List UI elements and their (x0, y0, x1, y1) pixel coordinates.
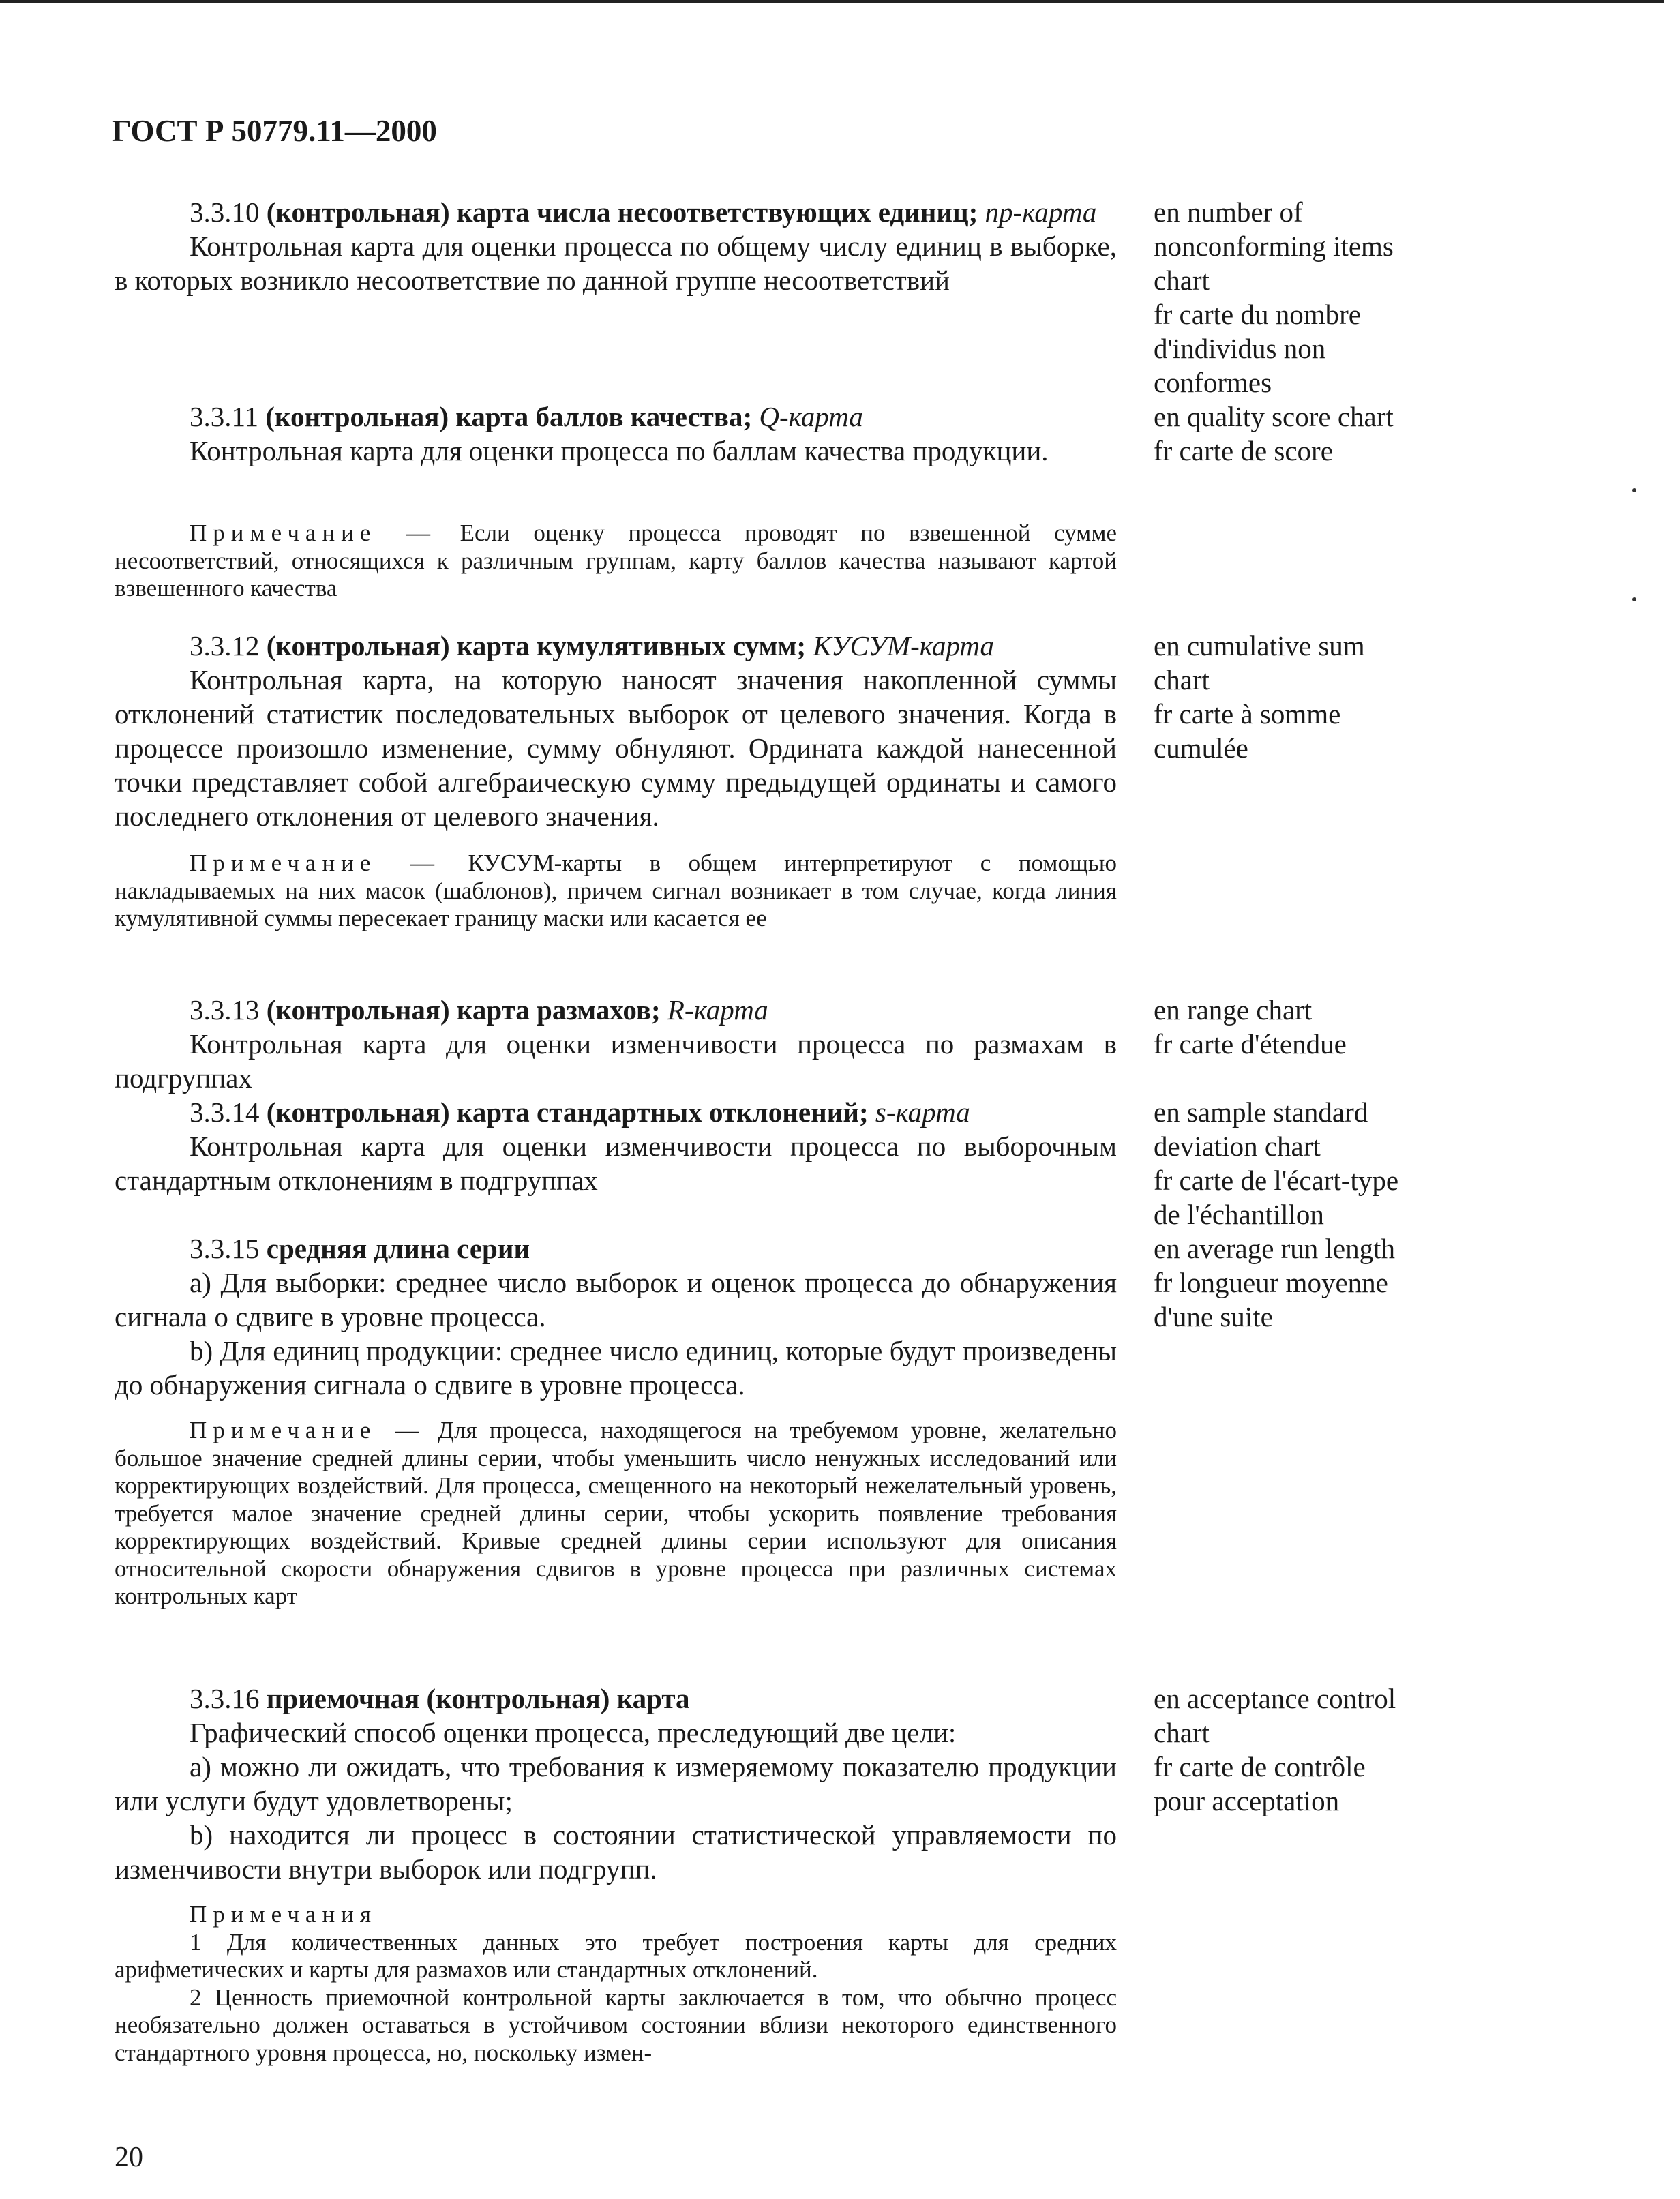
page-number: 20 (115, 2142, 143, 2173)
translation-fr: fr carte à somme (1154, 698, 1341, 730)
term-number: 3.3.16 (190, 1683, 260, 1714)
translation-fr: cumulée (1154, 732, 1248, 764)
translation-en: en number of (1154, 196, 1303, 228)
term-translations (1154, 1681, 1481, 1818)
note-item-1: 1 Для количественных данных это требует построения карты для средних арифметических и карты для размахов или стандартных отклонений. (115, 1928, 1117, 1983)
translation-fr: fr carte de score (1154, 435, 1333, 466)
term-name: (контрольная) карта размахов; (266, 994, 661, 1026)
document-header: ГОСТ Р 50779.11—2000 (112, 114, 437, 148)
translation-en: en range chart (1154, 994, 1312, 1026)
term-heading (115, 993, 1117, 1027)
term-translations (1154, 195, 1481, 400)
translation-en: en acceptance control (1154, 1683, 1396, 1714)
term-body (115, 195, 1117, 297)
term-number: 3.3.10 (190, 196, 260, 228)
term-heading (115, 629, 1117, 663)
term-heading (115, 400, 1117, 434)
term-name: (контрольная) карта баллов качества; (265, 401, 753, 432)
scan-mark (1632, 488, 1636, 492)
translation-fr: fr carte d'étendue (1154, 1028, 1347, 1060)
term-definition: Контрольная карта для оценки процесса по баллам качества продукции. (190, 435, 1049, 466)
translation-fr: fr carte de l'écart-type (1154, 1165, 1399, 1196)
translation-en: en average run length (1154, 1233, 1396, 1264)
term-definition: Графический способ оценки процесса, преследующий две цели: (190, 1717, 957, 1748)
translation-fr: d'individus non (1154, 333, 1326, 364)
translation-fr: d'une suite (1154, 1301, 1273, 1332)
term-symbol: np-карта (985, 196, 1097, 228)
notes-title: Примечания (190, 1901, 378, 1928)
term-translations (1154, 1095, 1481, 1231)
term-item-b: b) находится ли процесс в состоянии статистической управляемости по изменчивости внутри выборок или подгрупп. (115, 1819, 1117, 1885)
term-number: 3.3.11 (190, 401, 258, 432)
term-heading (115, 195, 1117, 229)
term-body (115, 993, 1117, 1095)
note-label: Примечание — (190, 520, 437, 546)
term-symbol: КУСУМ-карта (813, 630, 995, 661)
translation-en: en sample standard (1154, 1096, 1368, 1128)
term-translations (1154, 629, 1481, 765)
term-heading (115, 1231, 1117, 1266)
translation-fr: conformes (1154, 367, 1272, 398)
term-body (115, 400, 1117, 468)
term-name: средняя длина серии (266, 1233, 530, 1264)
term-translations (1154, 1231, 1481, 1334)
translation-fr: de l'échantillon (1154, 1199, 1324, 1230)
translation-en: chart (1154, 664, 1210, 695)
term-name: приемочная (контрольная) карта (266, 1683, 690, 1714)
term-notes (115, 1901, 1117, 2067)
note-text: Для процесса, находящегося на требуемом уровне, желательно большое значение средней длины серии, чтобы уменьшить число ненужных исследований или корректирующих воздействий. Для процесса, смещенного на некоторый нежелательный уровень, требуется малое значение средней длины серии, чтобы ускорить появление требования корректирующих воздействий. Кривые средней длины серии используют для описания относительной скорости обнаружения сдвигов в уровне процесса при различных системах контрольных карт (115, 1417, 1118, 1609)
term-body (115, 1681, 1117, 1886)
translation-fr: fr carte de contrôle (1154, 1751, 1366, 1782)
note-text: КУСУМ-карты в общем интерпретируют с помощью накладываемых на них масок (шаблонов), причем сигнал возникает в том случае, когда линия кумулятивной суммы пересекает границу маски или касается ее (115, 850, 1118, 931)
term-item-a: а) можно ли ожидать, что требования к измеряемому показателю продукции или услуги будут удовлетворены; (115, 1751, 1117, 1816)
term-name: (контрольная) карта стандартных отклонений; (266, 1096, 869, 1128)
translation-fr: fr longueur moyenne (1154, 1267, 1388, 1298)
term-definition: Контрольная карта для оценки процесса по общему числу единиц в выборке, в которых возникло несоответствие по данной группе несоответствий (115, 230, 1117, 296)
translation-fr: fr carte du nombre (1154, 299, 1361, 330)
scan-mark (1632, 597, 1636, 601)
translation-en: chart (1154, 265, 1210, 296)
term-number: 3.3.13 (190, 994, 260, 1026)
term-number: 3.3.14 (190, 1096, 260, 1128)
term-name: (контрольная) карта кумулятивных сумм; (266, 630, 807, 661)
term-translations (1154, 400, 1481, 468)
note-text: Если оценку процесса проводят по взвешенной сумме несоответствий, относящихся к различным группам, карту баллов качества называют картой взвешенного качества (115, 520, 1118, 601)
term-item-b: b) Для единиц продукции: среднее число единиц, которые будут произведены до обнаружения сигнала о сдвиге в уровне процесса. (115, 1335, 1117, 1401)
term-translations (1154, 993, 1481, 1061)
term-item-a: а) Для выборки: среднее число выборок и оценок процесса до обнаружения сигнала о сдвиге в уровне процесса. (115, 1267, 1117, 1332)
term-heading (115, 1095, 1117, 1129)
term-definition: Контрольная карта, на которую наносят значения накопленной суммы отклонений статистик последовательных выборок от целевого значения. Когда в процессе произошло изменение, сумму обнуляют. Ордината каждой нанесенной точки представляет собой алгебраическую сумму предыдущей ординаты и самого последнего отклонения от целевого значения. (115, 664, 1117, 832)
term-symbol: Q-карта (759, 401, 863, 432)
translation-en: nonconforming items (1154, 230, 1394, 262)
term-definition: Контрольная карта для оценки изменчивости процесса по выборочным стандартным отклонениям в подгруппах (115, 1131, 1117, 1196)
term-heading (115, 1681, 1117, 1716)
term-note (115, 520, 1117, 603)
page-top-rule (0, 0, 1664, 3)
term-body (115, 629, 1117, 833)
term-number: 3.3.15 (190, 1233, 260, 1264)
term-body (115, 1095, 1117, 1197)
term-note (115, 850, 1117, 933)
note-label: Примечание — (190, 850, 440, 876)
note-item-2: 2 Ценность приемочной контрольной карты заключается в том, что обычно процесс необязательно должен оставаться в устойчивом состоянии вблизи некоторого единственного стандартного уровня процесса, но, поскольку измен- (115, 1984, 1117, 2066)
translation-en: en quality score chart (1154, 401, 1394, 432)
translation-fr: pour acceptation (1154, 1785, 1340, 1816)
term-note (115, 1417, 1117, 1611)
term-name: (контрольная) карта числа несоответствующих единиц; (266, 196, 978, 228)
note-label: Примечание — (190, 1417, 425, 1443)
term-number: 3.3.12 (190, 630, 260, 661)
term-symbol: s-карта (875, 1096, 970, 1128)
translation-en: en cumulative sum (1154, 630, 1365, 661)
term-symbol: R-карта (667, 994, 768, 1026)
translation-en: chart (1154, 1717, 1210, 1748)
term-body (115, 1231, 1117, 1402)
translation-en: deviation chart (1154, 1131, 1321, 1162)
term-definition: Контрольная карта для оценки изменчивости процесса по размахам в подгруппах (115, 1028, 1117, 1094)
